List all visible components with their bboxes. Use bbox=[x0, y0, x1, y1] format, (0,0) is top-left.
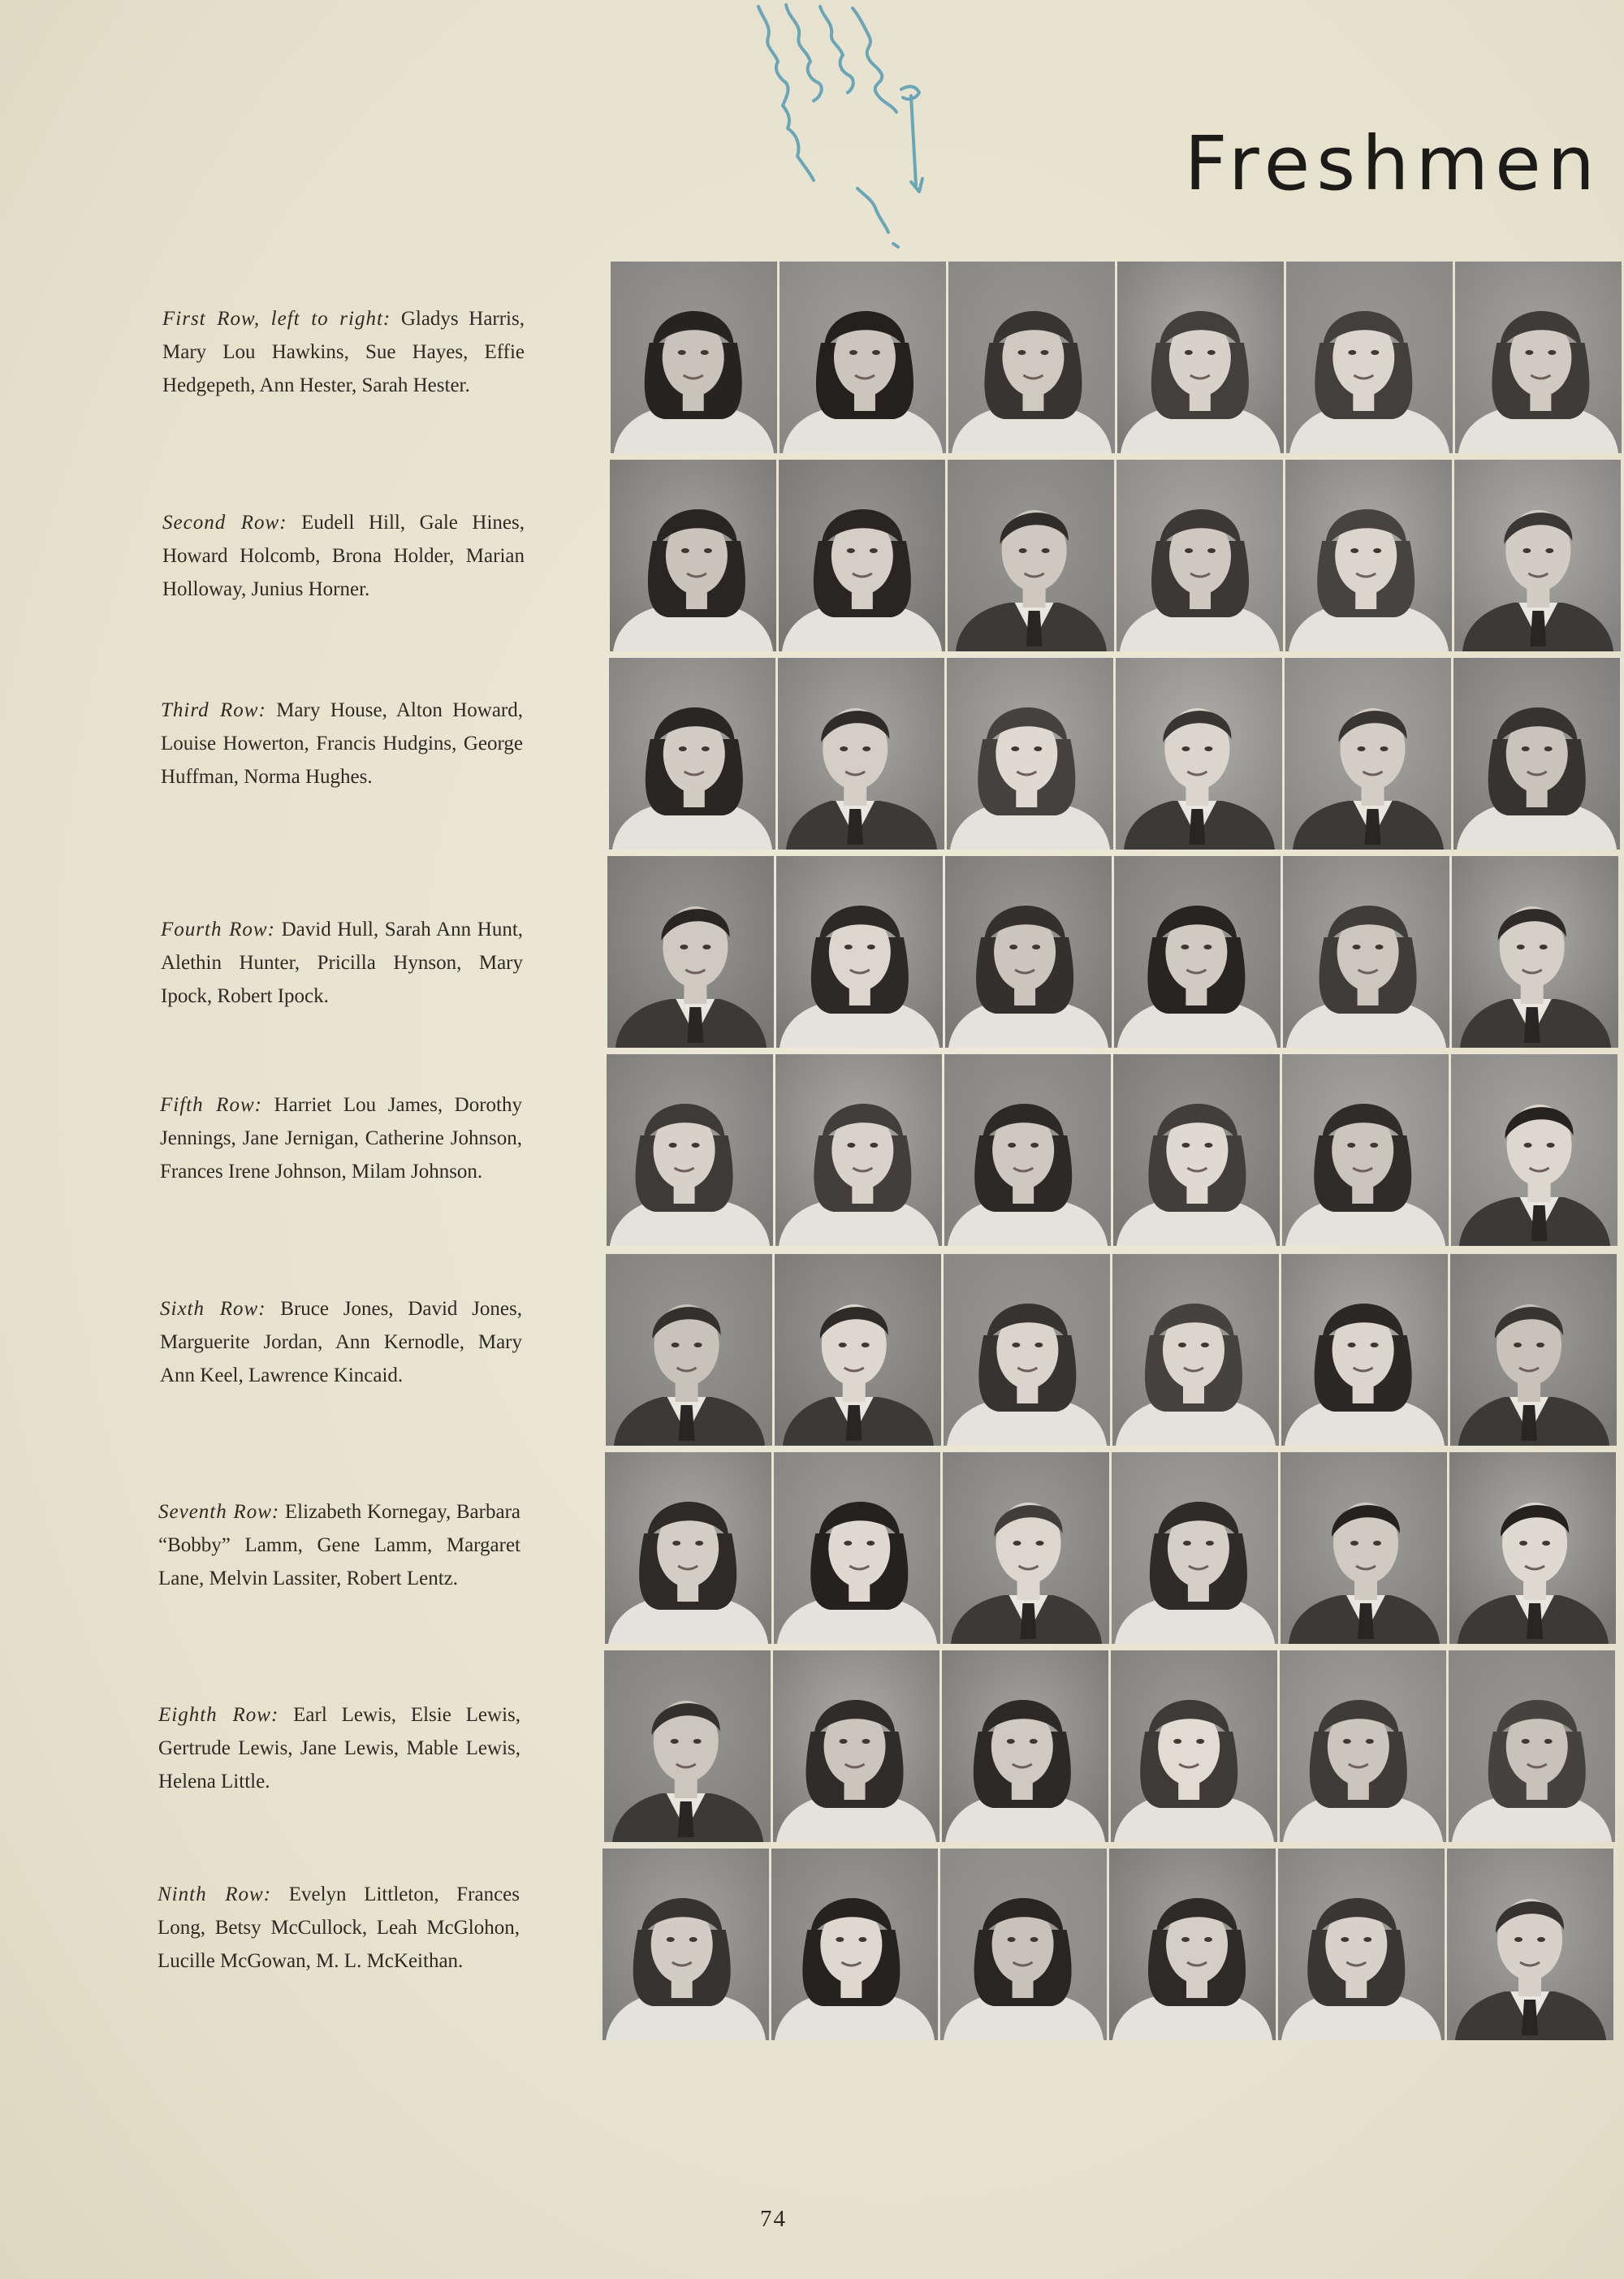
portrait-photo-female bbox=[1281, 1254, 1448, 1446]
portrait-photo-female bbox=[1449, 1650, 1615, 1842]
handwritten-signature bbox=[698, 0, 958, 276]
portrait-photo-female bbox=[940, 1849, 1107, 2040]
portrait-photo-female bbox=[771, 1849, 938, 2040]
portrait-photo-male bbox=[1454, 460, 1621, 651]
row-caption-lead: Eighth Row: bbox=[158, 1704, 279, 1726]
portrait-photo-male bbox=[1116, 658, 1282, 850]
portrait-photo-male bbox=[604, 1650, 771, 1842]
row-caption bbox=[158, 1878, 520, 1978]
portrait-photo-female bbox=[944, 1254, 1110, 1446]
portrait-photo-female bbox=[774, 1452, 940, 1644]
portrait-photo-female bbox=[1117, 262, 1284, 453]
row-caption-names: Elizabeth Kornegay, Barbara “Bobby” Lamm, Gene Lamm, Margaret Lane, Melvin Lassiter, Robert Lentz. bbox=[158, 1501, 520, 1589]
portrait-photo-female bbox=[1113, 1054, 1280, 1246]
page-number: 74 bbox=[760, 2206, 787, 2232]
portrait-photo-male bbox=[943, 1452, 1109, 1644]
portrait-photo-female bbox=[1112, 1254, 1279, 1446]
row-caption-names: Evelyn Littleton, Frances Long, Betsy McCullock, Leah McGlohon, Lucille McGowan, M. L. McKeithan. bbox=[158, 1883, 520, 1972]
portrait-photo-female bbox=[948, 262, 1115, 453]
row-caption-names: David Hull, Sarah Ann Hunt, Alethin Hunter, Pricilla Hynson, Mary Ipock, Robert Ipock. bbox=[161, 919, 524, 1007]
portrait-photo-male bbox=[1449, 1452, 1616, 1644]
portrait-photo-male bbox=[1447, 1849, 1613, 2040]
row-caption bbox=[160, 1088, 522, 1188]
portrait-photo-female bbox=[610, 460, 776, 651]
portrait-photo-male bbox=[778, 658, 944, 850]
row-caption-names: Gladys Harris, Mary Lou Hawkins, Sue Hayes, Effie Hedgepeth, Ann Hester, Sarah Hester. bbox=[162, 308, 525, 396]
row-caption-names: Harriet Lou James, Dorothy Jennings, Jane Jernigan, Catherine Johnson, Frances Irene Johnson, Milam Johnson. bbox=[160, 1094, 523, 1183]
page-title: Freshmen bbox=[1184, 120, 1601, 207]
portrait-photo-male bbox=[1285, 658, 1451, 850]
portrait-photo-female bbox=[1280, 1650, 1446, 1842]
portrait-photo-female bbox=[1283, 856, 1449, 1048]
portrait-photo-female bbox=[1114, 856, 1281, 1048]
row-caption bbox=[160, 1292, 522, 1392]
portrait-photo-male bbox=[1281, 1452, 1447, 1644]
portrait-photo-male bbox=[775, 1254, 941, 1446]
portrait-photo-female bbox=[776, 856, 943, 1048]
portrait-photo-female bbox=[605, 1452, 771, 1644]
portrait-photo-female bbox=[947, 658, 1113, 850]
portrait-photo-male bbox=[1450, 1254, 1617, 1446]
portrait-photo-female bbox=[1455, 262, 1622, 453]
row-caption-names: Earl Lewis, Elsie Lewis, Gertrude Lewis, Jane Lewis, Mable Lewis, Helena Little. bbox=[158, 1704, 520, 1792]
row-caption bbox=[162, 302, 525, 402]
portrait-photo-female bbox=[1111, 1650, 1277, 1842]
portrait-photo-male bbox=[606, 1254, 772, 1446]
portrait-photo-female bbox=[1285, 460, 1452, 651]
portrait-photo-female bbox=[1453, 658, 1620, 850]
row-caption-lead: Third Row: bbox=[161, 699, 266, 721]
row-caption bbox=[158, 1495, 520, 1595]
row-caption-lead: Fifth Row: bbox=[160, 1094, 262, 1116]
portrait-photo-female bbox=[1109, 1849, 1276, 2040]
portrait-photo-female bbox=[779, 460, 945, 651]
portrait-photo-female bbox=[1282, 1054, 1449, 1246]
portrait-photo-female bbox=[780, 262, 946, 453]
portrait-photo-female bbox=[775, 1054, 942, 1246]
row-caption-lead: Sixth Row: bbox=[160, 1298, 266, 1320]
row-caption-names: Bruce Jones, David Jones, Marguerite Jordan, Ann Kernodle, Mary Ann Keel, Lawrence Kincaid. bbox=[160, 1298, 522, 1386]
portrait-photo-female bbox=[1286, 262, 1453, 453]
portrait-photo-male bbox=[948, 460, 1114, 651]
row-caption-lead: First Row, left to right: bbox=[162, 308, 391, 330]
row-caption bbox=[158, 1698, 520, 1798]
row-caption-lead: Second Row: bbox=[162, 512, 287, 534]
row-caption bbox=[161, 913, 523, 1013]
portrait-photo-female bbox=[603, 1849, 769, 2040]
portrait-photo-male bbox=[1451, 1054, 1618, 1246]
row-caption-names: Eudell Hill, Gale Hines, Howard Holcomb, Brona Holder, Marian Holloway, Junius Horner. bbox=[162, 512, 525, 600]
row-caption bbox=[161, 694, 523, 794]
row-caption bbox=[162, 506, 525, 606]
row-caption-lead: Seventh Row: bbox=[158, 1501, 280, 1523]
portrait-photo-female bbox=[945, 856, 1112, 1048]
portrait-photo-female bbox=[1112, 1452, 1278, 1644]
portrait-photo-female bbox=[942, 1650, 1108, 1842]
portrait-photo-female bbox=[1116, 460, 1283, 651]
portrait-photo-female bbox=[611, 262, 777, 453]
portrait-photo-female bbox=[607, 1054, 773, 1246]
portrait-photo-female bbox=[773, 1650, 939, 1842]
portrait-photo-female bbox=[944, 1054, 1111, 1246]
portrait-photo-female bbox=[1278, 1849, 1445, 2040]
portrait-photo-male bbox=[607, 856, 774, 1048]
portrait-photo-female bbox=[609, 658, 775, 850]
row-caption-lead: Fourth Row: bbox=[161, 919, 275, 941]
row-caption-lead: Ninth Row: bbox=[158, 1883, 272, 1905]
row-caption-names: Mary House, Alton Howard, Louise Howerton, Francis Hudgins, George Huffman, Norma Hughes. bbox=[161, 699, 523, 788]
portrait-photo-male bbox=[1452, 856, 1618, 1048]
